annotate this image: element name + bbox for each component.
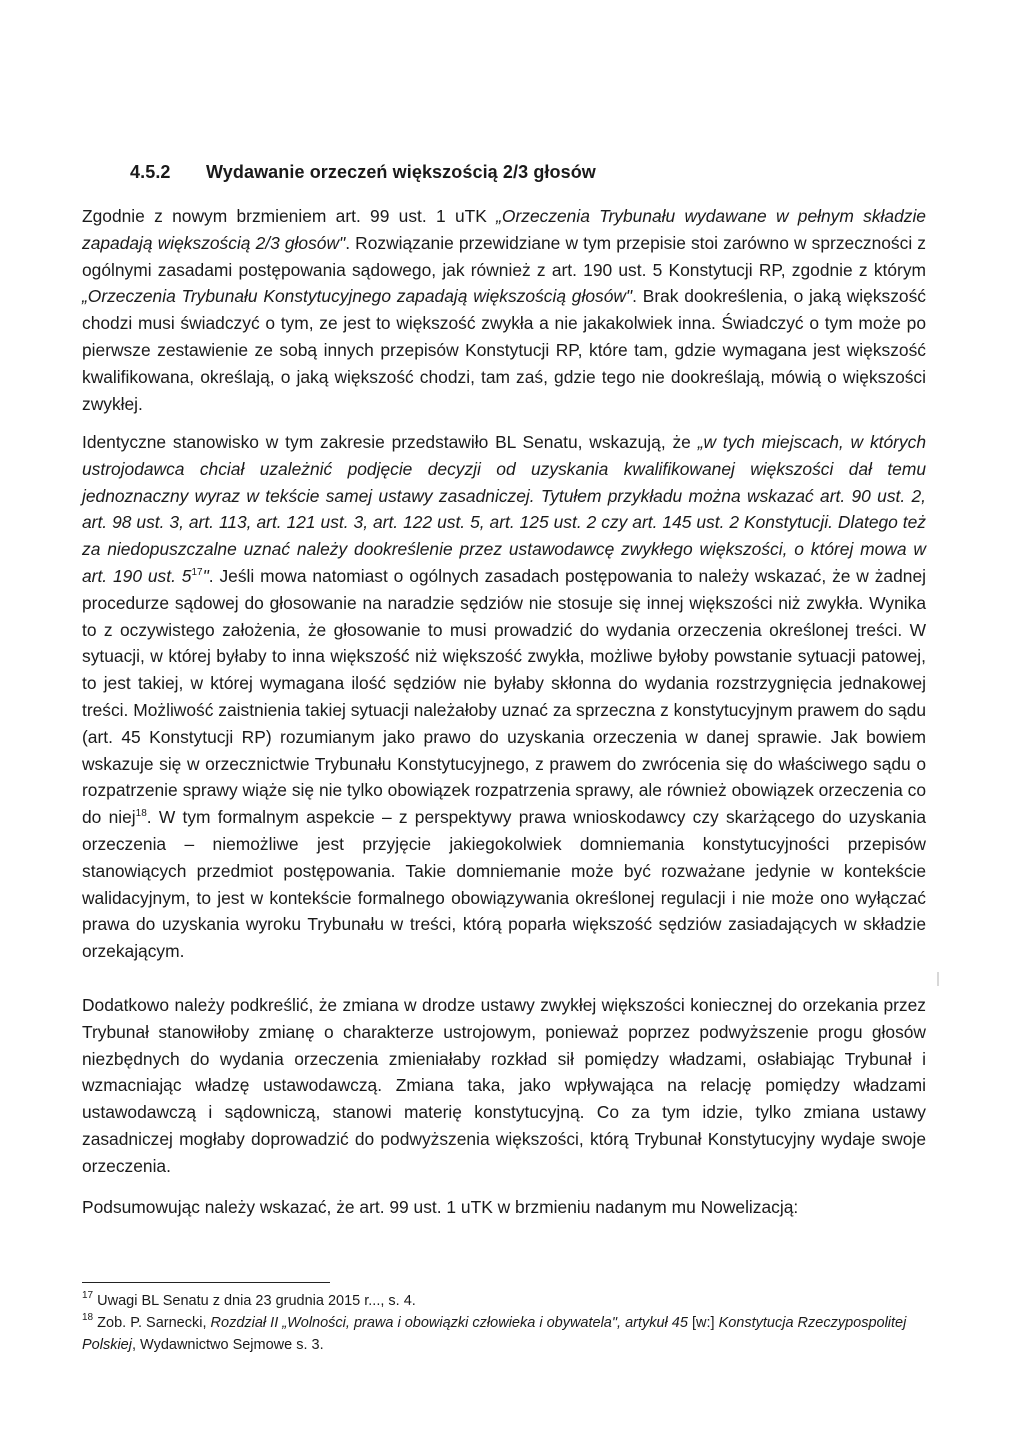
footnote-number-18: 18: [82, 1312, 94, 1323]
footnote-17: [82, 1290, 926, 1312]
p1-text-3: . Brak dookreślenia, o jaką większość chodzi musi świadczyć o tym, ze jest to większość zwykła a nie jakakolwiek inna. Świadczyć o tym może po pierwsze zestawienie ze sobą innych przepisów Konstytucji RP, które tam, gdzie wymagana jest większość kwalifikowana, określają, o jaką większość chodzi, tam zaś, gdzie tego nie dookreślają, mówią o większości zwykłej.: [82, 286, 926, 414]
footnote-ref-18[interactable]: 18: [135, 808, 147, 820]
paragraph-2: [82, 429, 926, 965]
p1-quote-2: „Orzeczenia Trybunału Konstytucyjnego zapadają większością głosów": [82, 286, 633, 307]
paragraph-4: [82, 1194, 926, 1221]
footnote-separator: [82, 1282, 330, 1283]
footnotes: [82, 1290, 926, 1356]
footnote-18-text-3: , Wydawnictwo Sejmowe s. 3.: [131, 1337, 324, 1353]
paragraph-1: [82, 203, 926, 417]
footnote-18-title: Rozdział II „Wolności, prawa i obowiązki człowieka i obywatela", artykuł 45: [210, 1315, 688, 1331]
p2-quote: „w tych miejscach, w których ustrojodawca chciał uzależnić podjęcie decyzji od uzyskania kwalifikowanej większości dał temu jednoznaczny wyraz w tekście samej ustawy zasadniczej. Tytułem przykładu można wskazać art. 90 ust. 2, art. 98 ust. 3, art. 113, art. 121 ust. 3, art. 122 ust. 5, art. 125 ust. 2 czy art. 145 ust. 2 Konstytucji. Dlatego też za niedopuszczalne uznać należy dookreślenie przez ustawodawcę zwykłego większości, o której mowa w art. 190 ust. 5: [82, 432, 926, 586]
p1-text-1: Zgodnie z nowym brzmieniem art. 99 ust. 1 uTK: [82, 206, 497, 226]
p2-text-3: . W tym formalnym aspekcie – z perspektywy prawa wnioskodawcy czy skarżącego do uzyskania orzeczenia – niemożliwe jest przyjęcie jakiegokolwiek domniemania konstytucyjności przepisów stanowiących przedmiot postępowania. Takie domniemanie może być rozważane jedynie w kontekście walidacyjnym, to jest w kontekście formalnego obowiązywania określonej regulacji i nie może ono wyłączać prawa do uzyskania wyroku Trybunału w treści, którą poparła większość sędziów zasiadających w składzie orzekającym.: [82, 807, 927, 962]
footnote-18-text-1: Zob. P. Sarnecki,: [97, 1315, 211, 1331]
scan-mark: [937, 972, 939, 986]
footnote-18-book: Konstytucja Rzeczypospolitej Polskiej: [82, 1315, 907, 1353]
section-number: 4.5.2: [130, 162, 171, 182]
footnote-ref-17[interactable]: 17: [191, 566, 203, 578]
p2-text-1: Identyczne stanowisko w tym zakresie przedstawiło BL Senatu, wskazują, że: [82, 432, 698, 452]
p2-quote-close: ": [202, 565, 209, 586]
footnote-18-text-2: [w:]: [687, 1315, 719, 1331]
paragraph-3: [82, 992, 926, 1180]
p2-text-2: . Jeśli mowa natomiast o ogólnych zasadach postępowania to należy wskazać, że w żadnej procedurze sądowej do głosowanie na naradzie sędziów nie stosuje się innej większości niż zwykła. Wynika to z oczywistego założenia, że głosowanie to musi prowadzić do wydania orzeczenia określonej treści. W sytuacji, w której byłaby to inna większość niż większość zwykła, możliwe byłoby powstanie sytuacji patowej, to jest takiej, w której wymagana ilość sędziów nie byłaby skłonna do wydania rozstrzygnięcia jednakowej treści. Możliwość zaistnienia takiej sytuacji należałoby uznać za sprzeczna z konstytucyjnym prawem do sądu (art. 45 Konstytucji RP) rozumianym jako prawo do uzyskania orzeczenia w danej sprawie. Jak bowiem wskazuje się w orzecznictwie Trybunału Konstytucyjnego, z prawem do zwrócenia się do właściwego sądu o rozpatrzenie sprawy wiąże się nie tylko obowiązek rozpatrzenia sprawy, ale również obowiązek orzeczenia co do niej: [82, 565, 926, 828]
footnote-17-text: Uwagi BL Senatu z dnia 23 grudnia 2015 r..., s. 4.: [97, 1293, 416, 1309]
p3-text: Dodatkowo należy podkreślić, że zmiana w drodze ustawy zwykłej większości koniecznej do orzekania przez Trybunał stanowiłoby zmianę o charakterze ustrojowym, ponieważ poprzez podwyższenie progu głosów niezbędnych do wydania orzeczenia zmieniałaby rozkład sił pomiędzy władzami, osłabiając Trybunał i wzmacniając władzę ustawodawczą. Zmiana taka, jako wpływająca na relację pomiędzy władzami ustawodawczą i sądowniczą, stanowi materię konstytucyjną. Co za tym idzie, tylko zmiana ustawy zasadniczej mogłaby doprowadzić do podwyższenia większości, którą Trybunał Konstytucyjny wydaje swoje orzeczenia.: [82, 995, 926, 1176]
footnote-number-17: 17: [82, 1290, 94, 1301]
footnote-18: [82, 1312, 926, 1356]
p4-text: Podsumowując należy wskazać, że art. 99 ust. 1 uTK w brzmieniu nadanym mu Nowelizacją:: [82, 1197, 799, 1217]
section-title: Wydawanie orzeczeń większością 2/3 głosów: [206, 162, 596, 182]
p1-quote-1: „Orzeczenia Trybunału wydawane w pełnym składzie zapadają większością 2/3 głosów": [82, 206, 926, 253]
p1-text-2: . Rozwiązanie przewidziane w tym przepisie stoi zarówno w sprzeczności z ogólnymi zasadami postępowania sądowego, jak również z art. 190 ust. 5 Konstytucji RP, zgodnie z którym: [82, 232, 926, 280]
section-heading: [130, 162, 596, 183]
